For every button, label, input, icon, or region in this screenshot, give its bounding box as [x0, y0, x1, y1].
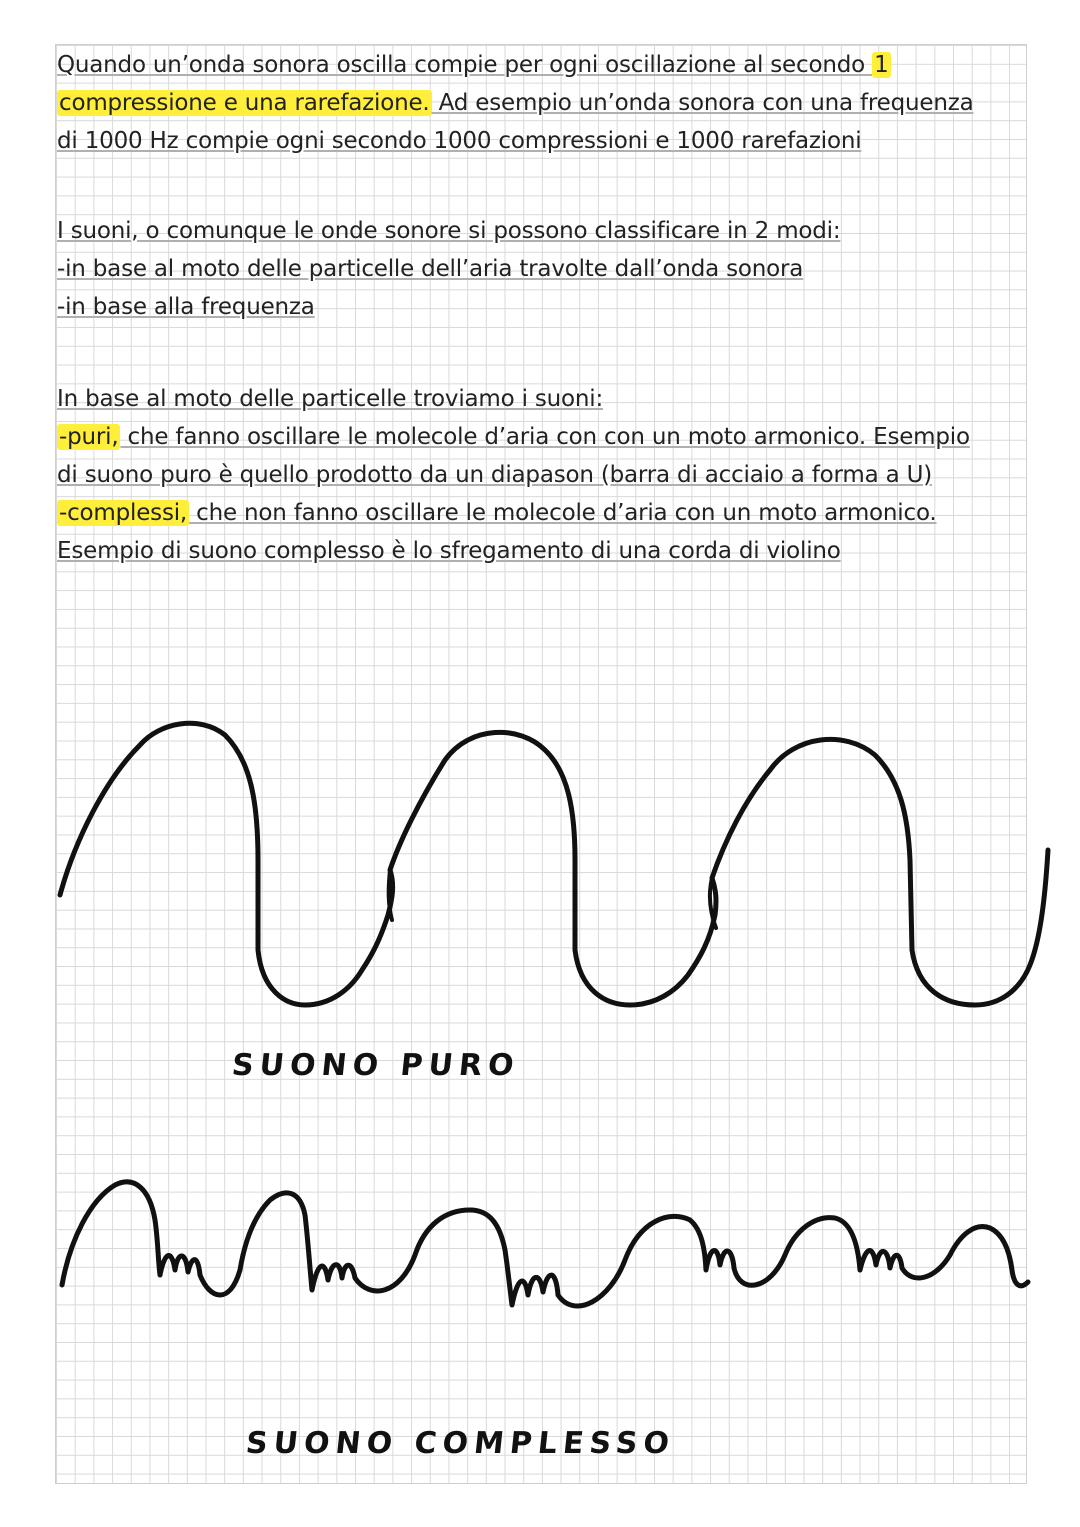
highlighted-text: compressione e una rarefazione.	[59, 90, 430, 116]
highlighted-term-puri: -puri,	[59, 424, 119, 450]
paragraph-line: In base al moto delle particelle troviamo i suoni:	[57, 386, 604, 412]
pure-sound-wave-drawing	[0, 700, 1080, 1040]
text-span: Quando un’onda sonora oscilla compie per ogni oscillazione al secondo	[57, 52, 873, 78]
pure-sound-label: SUONO PURO	[230, 1048, 522, 1083]
paragraph-line	[57, 84, 1017, 122]
paragraph-line	[57, 494, 1017, 532]
pure-wave-stroke	[60, 723, 1048, 1005]
paragraph-line: Esempio di suono complesso è lo sfregamento di una corda di violino	[57, 538, 841, 564]
paragraph-line	[57, 418, 1017, 456]
paragraph-classification	[57, 212, 1017, 326]
paragraph-line: -in base al moto delle particelle dell’aria travolte dall’onda sonora	[57, 256, 804, 282]
highlighted-term-complessi: -complessi,	[59, 500, 188, 526]
paragraph-line: di suono puro è quello prodotto da un diapason (barra di acciaio a forma a U)	[57, 462, 933, 488]
text-span: che non fanno oscillare le molecole d’aria con un moto armonico.	[189, 500, 937, 526]
text-span: Ad esempio un’onda sonora con una frequenza	[431, 90, 974, 116]
paragraph-line: I suoni, o comunque le onde sonore si possono classificare in 2 modi:	[57, 218, 841, 244]
paragraph-sound-types	[57, 380, 1017, 570]
paragraph-frequency	[57, 46, 1017, 160]
complex-wave-stroke	[62, 1182, 1028, 1306]
complex-sound-label: SUONO COMPLESSO	[244, 1426, 677, 1461]
complex-sound-wave-drawing	[0, 1160, 1080, 1400]
paragraph-line: di 1000 Hz compie ogni secondo 1000 compressioni e 1000 rarefazioni	[57, 128, 862, 154]
text-span: che fanno oscillare le molecole d’aria con con un moto armonico. Esempio	[120, 424, 970, 450]
paragraph-line: -in base alla frequenza	[57, 294, 315, 320]
highlighted-text: 1	[874, 52, 889, 78]
paragraph-line	[57, 46, 1017, 84]
